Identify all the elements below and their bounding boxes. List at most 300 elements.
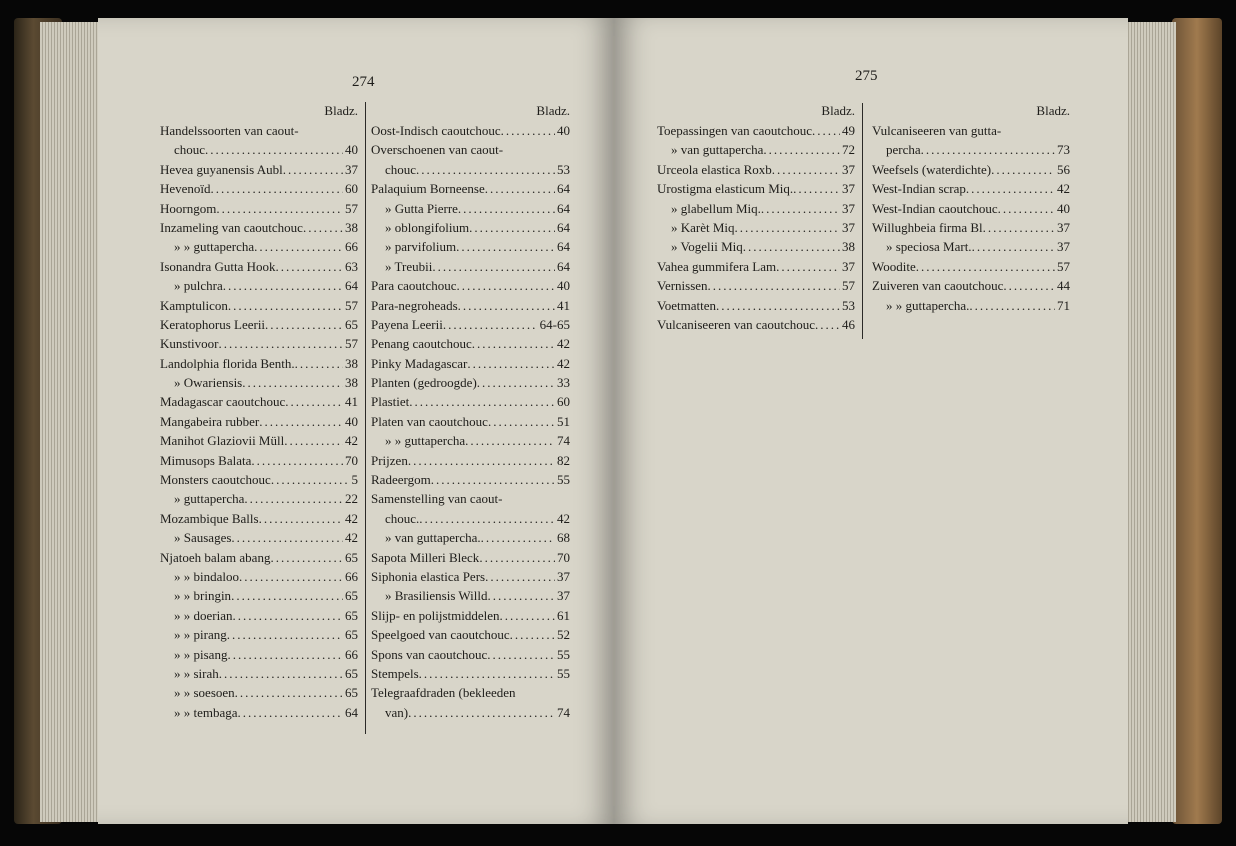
entry-page-number: 63 [345,258,358,274]
dot-leader [469,218,555,237]
entry-page-number: 37 [842,200,855,216]
dot-leader [743,237,840,256]
dot-leader [481,528,555,547]
entry-page-number: 5 [351,472,358,488]
right-page-number: 275 [855,68,878,84]
page-edges-left [40,22,102,822]
dot-leader [465,431,555,450]
entry-page-number: 37 [842,181,855,197]
index-entry [371,412,570,431]
entry-page-number: 22 [345,491,358,507]
entry-page-number: 37 [842,219,855,235]
dot-leader [431,470,555,489]
entry-term: Isonandra Gutta Hook [160,258,276,274]
index-entry [160,548,358,567]
index-column [371,101,570,722]
entry-term: » » pisang [174,646,228,662]
entry-page-number: 42 [345,530,358,546]
index-entry [160,606,358,625]
entry-page-number: 73 [1057,142,1070,158]
entry-term: Palaquium Borneense [371,181,485,197]
entry-page-number: 44 [1057,278,1070,294]
index-entry [657,218,855,237]
entry-term: Njatoeh balam abang [160,549,271,565]
entry-page-number: 46 [842,316,855,332]
index-entry [371,160,570,179]
entry-page-number: 64 [557,258,570,274]
entry-term: percha [886,142,921,158]
entry-term: » » bindaloo [174,568,239,584]
dot-leader [776,257,840,276]
index-entry [371,431,570,450]
index-entry [160,625,358,644]
index-entry [371,140,570,159]
entry-term: Speelgoed van caoutchouc [371,627,510,643]
bladz-header: Bladz. [536,103,570,118]
index-entry [160,451,358,470]
entry-page-number: 41 [345,394,358,410]
dot-leader [284,431,343,450]
entry-term: West-Indian caoutchouc [872,200,998,216]
dot-leader [228,296,343,315]
entry-term: Plastiet [371,394,410,410]
entry-term: » Vogelii Miq [671,239,743,255]
dot-leader [458,296,555,315]
entry-term: » van guttapercha [671,142,764,158]
dot-leader [231,586,343,605]
index-entry [160,489,358,508]
entry-page-number: 37 [1057,219,1070,235]
dot-leader [211,179,343,198]
entry-term: » parvifolium [385,239,457,255]
dot-leader [408,451,555,470]
entry-term: Mozambique Balls [160,510,259,526]
index-entry [371,296,570,315]
entry-term: Stempels [371,665,419,681]
entry-term: Radeergom [371,472,431,488]
entry-page-number: 37 [842,258,855,274]
index-entry [371,548,570,567]
entry-term: Woodite [872,258,916,274]
entry-page-number: 65 [345,665,358,681]
dot-leader [283,160,343,179]
entry-term: Vernissen [657,278,708,294]
entry-term: » Treubii [385,258,433,274]
index-entry [657,257,855,276]
entry-page-number: 49 [842,123,855,138]
entry-page-number: 70 [557,549,570,565]
dot-leader [242,373,343,392]
index-entry [371,179,570,198]
entry-term: » » tembaga [174,704,238,720]
entry-page-number: 65 [345,588,358,604]
entry-term: Planten (gedroogde) [371,375,477,391]
entry-term: Zuiveren van caoutchouc [872,278,1004,294]
index-column [657,101,855,334]
index-entry [371,470,570,489]
dot-leader [205,140,343,159]
entry-term: Vahea gummifera Lam [657,258,777,274]
dot-leader [793,179,840,198]
entry-term: chouc. [385,510,420,526]
entry-term: » Owariensis [174,375,243,391]
index-entry [160,296,358,315]
dot-leader [477,373,555,392]
index-entry [160,334,358,353]
index-entry [657,160,855,179]
index-entry [371,451,570,470]
entry-term: » » pirang [174,627,227,643]
entry-term: Hoorngom [160,200,217,216]
dot-leader [238,703,343,722]
entry-term: » » guttapercha [385,433,466,449]
index-entry [160,218,358,237]
index-entry [657,276,855,295]
entry-term: van) [385,704,409,720]
entry-term: Siphonia elastica Pers [371,568,486,584]
index-entry [371,606,570,625]
entry-page-number: 57 [842,278,855,294]
entry-term: Weefsels (waterdichte) [872,161,992,177]
index-entry [160,160,358,179]
entry-term: Keratophorus Leerii [160,316,266,332]
entry-page-number: 64-65 [539,316,570,332]
entry-page-number: 42 [557,510,570,526]
dot-leader [1003,276,1055,295]
entry-page-number: 40 [557,278,570,294]
dot-leader [216,199,343,218]
entry-page-number: 57 [345,336,358,352]
entry-page-number: 33 [557,375,570,391]
entry-term: Payena Leerii [371,316,443,332]
bladz-header: Bladz. [821,103,855,118]
dot-leader [259,509,343,528]
index-entry [872,276,1070,295]
entry-page-number: 40 [345,413,358,429]
bladz-header: Bladz. [1036,103,1070,118]
dot-leader [500,606,555,625]
dot-leader [966,179,1055,198]
dot-leader [223,276,343,295]
entry-page-number: 70 [345,452,358,468]
dot-leader [419,664,555,683]
dot-leader [472,334,555,353]
entry-term: » Gutta Pierre [385,200,458,216]
index-entry [160,315,358,334]
dot-leader [303,218,343,237]
dot-leader [467,354,555,373]
dot-leader [488,586,555,605]
dot-leader [276,257,343,276]
index-entry [872,218,1070,237]
dot-leader [457,276,555,295]
index-column [872,101,1070,315]
entry-page-number: 68 [557,530,570,546]
entry-term: » Sausages [174,530,232,546]
dot-leader [761,199,840,218]
entry-page-number: 38 [345,355,358,371]
index-entry [371,237,570,256]
dot-leader [271,470,350,489]
entry-term: » van guttapercha. [385,530,481,546]
entry-page-number: 55 [557,646,570,662]
dot-leader [409,392,555,411]
dot-leader [815,315,840,334]
dot-leader [485,567,555,586]
entry-page-number: 74 [557,433,570,449]
entry-page-number: 42 [1057,181,1070,197]
dot-leader [972,237,1055,256]
index-entry [371,509,570,528]
dot-leader [991,160,1055,179]
index-entry [371,489,570,508]
entry-term: Monsters caoutchouc [160,472,271,488]
entry-term: Voetmatten [657,297,716,313]
entry-term: Vulcaniseeren van caoutchouc [657,316,816,332]
entry-term: » speciosa Mart. [886,239,972,255]
entry-page-number: 40 [345,142,358,158]
entry-page-number: 38 [345,219,358,235]
entry-page-number: 55 [557,665,570,681]
entry-page-number: 53 [842,297,855,313]
dot-leader [916,257,1055,276]
entry-page-number: 42 [557,336,570,352]
index-entry [160,199,358,218]
index-entry [371,354,570,373]
entry-term: Penang caoutchouc [371,336,472,352]
entry-page-number: 57 [345,297,358,313]
entry-page-number: 64 [345,704,358,720]
entry-term: Madagascar caoutchouc [160,394,286,410]
index-entry [160,586,358,605]
entry-page-number: 66 [345,239,358,255]
entry-page-number: 55 [557,472,570,488]
dot-leader [259,412,343,431]
column-divider-right-page [862,103,863,339]
entry-term: » pulchra [174,278,223,294]
entry-term: Sapota Milleri Bleck [371,549,480,565]
dot-leader [227,645,343,664]
dot-leader [812,121,840,140]
index-entry [160,412,358,431]
entry-page-number: 65 [345,627,358,643]
entry-page-number: 40 [1057,200,1070,216]
index-entry [371,315,570,334]
index-entry [872,121,1070,140]
index-entry [160,257,358,276]
entry-page-number: 53 [557,161,570,177]
index-entry [160,645,358,664]
index-entry [160,664,358,683]
entry-term: Platen van caoutchouc [371,413,488,429]
dot-leader [244,489,343,508]
entry-page-number: 40 [557,123,570,138]
entry-page-number: 74 [557,704,570,720]
entry-page-number: 82 [557,452,570,468]
entry-term: Hevea guyanensis Aubl [160,161,283,177]
entry-term: Kunstivoor [160,336,219,352]
index-entry [160,392,358,411]
index-entry [657,237,855,256]
dot-leader [416,160,555,179]
dot-leader [998,199,1055,218]
entry-page-number: 56 [1057,161,1070,177]
index-entry [657,121,855,140]
index-entry [371,528,570,547]
entry-page-number: 37 [557,588,570,604]
entry-page-number: 66 [345,646,358,662]
dot-leader [969,296,1055,315]
entry-page-number: 66 [345,568,358,584]
entry-page-number: 65 [345,316,358,332]
index-entry [371,683,570,702]
index-entry [371,334,570,353]
dot-leader [239,567,343,586]
dot-leader [251,451,343,470]
entry-page-number: 65 [345,607,358,623]
entry-page-number: 60 [557,394,570,410]
index-entry [872,237,1070,256]
index-entry [371,703,570,722]
index-entry [160,567,358,586]
entry-page-number: 64 [557,219,570,235]
entry-term: Landolphia florida Benth. [160,355,295,371]
entry-page-number: 61 [557,607,570,623]
dot-leader [510,625,555,644]
dot-leader [458,199,555,218]
index-entry [371,392,570,411]
entry-term: » » guttapercha. [886,297,970,313]
entry-term: Overschoenen van caout- [371,142,504,158]
entry-page-number: 41 [557,297,570,313]
entry-term: » » sirah [174,665,219,681]
index-entry [160,509,358,528]
dot-leader [735,218,840,237]
index-entry [160,140,358,159]
entry-term: Hevenoïd [160,181,211,197]
column-divider-left-page [365,102,366,734]
entry-term: Oost-Indisch caoutchouc [371,123,501,138]
entry-page-number: 37 [1057,239,1070,255]
entry-page-number: 64 [557,239,570,255]
index-entry [160,431,358,450]
entry-term: Para caoutchouc [371,278,457,294]
dot-leader [479,548,555,567]
dot-leader [270,548,343,567]
entry-term: Pinky Madagascar [371,355,468,371]
entry-term: Mimusops Balata [160,452,252,468]
entry-term: Urostigma elasticum Miq. [657,181,794,197]
dot-leader [235,683,343,702]
bladz-header: Bladz. [324,103,358,118]
entry-term: » Brasiliensis Willd [385,588,488,604]
entry-term: West-Indian scrap [872,181,966,197]
entry-term: Handelssoorten van caout- [160,123,299,138]
dot-leader [232,606,343,625]
dot-leader [772,160,840,179]
entry-term: » » bringin [174,588,232,604]
dot-leader [265,315,343,334]
index-entry [371,218,570,237]
dot-leader [456,237,555,256]
index-entry [371,645,570,664]
entry-page-number: 64 [557,181,570,197]
index-entry [872,199,1070,218]
index-entry [657,179,855,198]
entry-term: chouc [385,161,417,177]
entry-term: chouc [174,142,206,158]
entry-term: » » doerian [174,607,233,623]
index-entry [160,373,358,392]
entry-term: » Karèt Miq [671,219,735,235]
index-entry [657,140,855,159]
dot-leader [716,296,840,315]
index-entry [371,664,570,683]
index-entry [160,276,358,295]
dot-leader [763,140,840,159]
entry-term: Prijzen [371,452,408,468]
index-entry [872,257,1070,276]
entry-term: Kamptulicon [160,297,228,313]
index-entry [872,160,1070,179]
entry-page-number: 51 [557,413,570,429]
entry-term: Vulcaniseeren van gutta- [872,123,1002,138]
entry-page-number: 38 [345,375,358,391]
dot-leader [254,237,343,256]
entry-term: Urceola elastica Roxb [657,161,772,177]
entry-term: Telegraafdraden (bekleeden [371,685,516,701]
entry-term: Slijp- en polijstmiddelen [371,607,500,623]
dot-leader [231,528,343,547]
index-entry [371,257,570,276]
entry-term: Toepassingen van caoutchouc [657,123,813,138]
dot-leader [921,140,1055,159]
dot-leader [487,645,555,664]
entry-page-number: 42 [345,510,358,526]
index-entry [371,625,570,644]
dot-leader [488,412,555,431]
index-entry [160,179,358,198]
entry-term: Para-negroheads [371,297,458,313]
entry-term: Mangabeira rubber [160,413,260,429]
dot-leader [432,257,555,276]
entry-page-number: 64 [345,278,358,294]
entry-page-number: 72 [842,142,855,158]
dot-leader [443,315,538,334]
dot-leader [408,703,555,722]
entry-term: » guttapercha [174,491,245,507]
index-entry [657,199,855,218]
index-entry [160,470,358,489]
page-edges-right [1126,22,1176,822]
entry-page-number: 64 [557,200,570,216]
index-entry [371,567,570,586]
index-entry [160,528,358,547]
book-cover-right [1172,18,1222,824]
entry-page-number: 57 [345,200,358,216]
dot-leader [227,625,343,644]
entry-page-number: 65 [345,549,358,565]
dot-leader [219,664,343,683]
entry-page-number: 52 [557,627,570,643]
entry-term: » oblongifolium [385,219,470,235]
entry-term: Spons van caoutchouc [371,646,488,662]
entry-page-number: 37 [842,161,855,177]
index-entry [872,140,1070,159]
dot-leader [983,218,1055,237]
entry-page-number: 37 [345,161,358,177]
entry-term: Samenstelling van caout- [371,491,503,507]
